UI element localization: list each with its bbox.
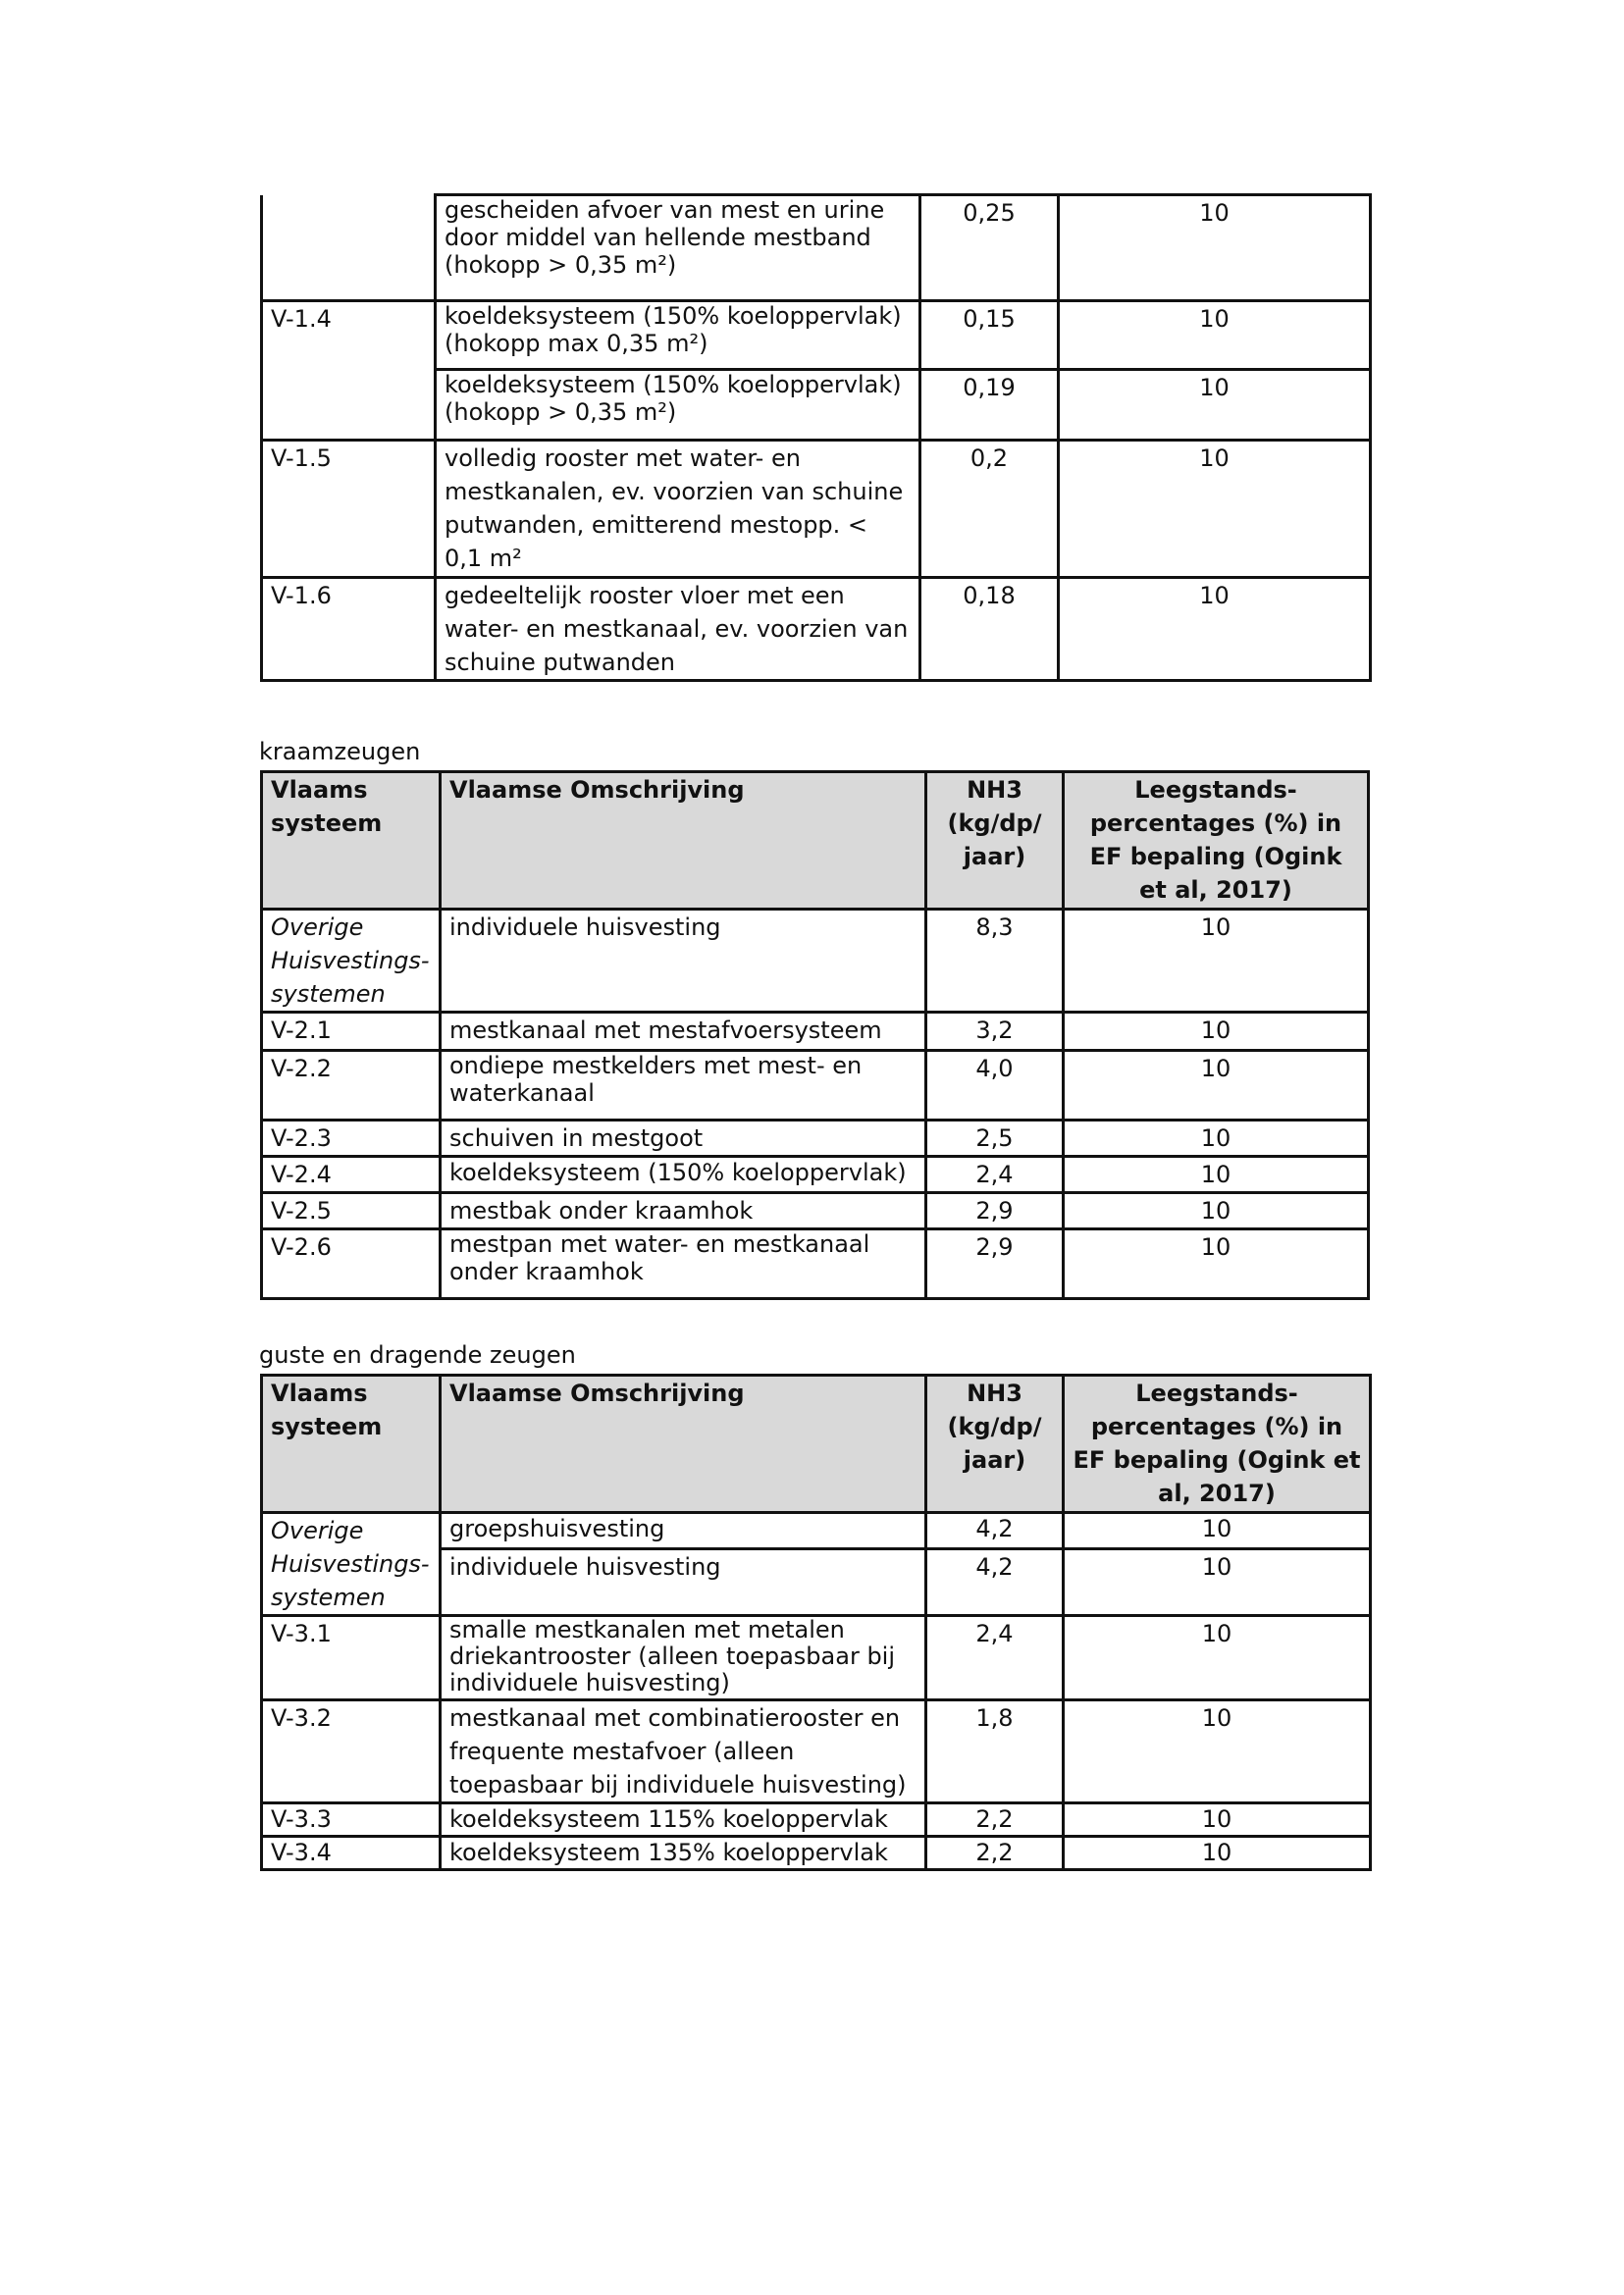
description-cell: individuele huisvesting [441, 910, 926, 1013]
description-cell: koeldeksysteem (150% koeloppervlak) (hokopp > 0,35 m²) [436, 370, 920, 441]
code-cell: V-2.1 [262, 1013, 441, 1051]
table-row [262, 195, 1371, 301]
header-description: Vlaamse Omschrijving [441, 1376, 926, 1513]
code-cell: V-3.2 [262, 1700, 441, 1803]
code-cell [262, 370, 436, 441]
table-row [262, 578, 1371, 681]
header-nh3: NH3 (kg/dp/ jaar) [926, 772, 1064, 910]
nh3-cell: 2,5 [926, 1121, 1064, 1157]
nh3-cell: 2,2 [926, 1803, 1064, 1837]
code-cell: Overige Huisvestings- systemen [262, 910, 441, 1013]
table-row [262, 1229, 1369, 1299]
description-cell: schuiven in mestgoot [441, 1121, 926, 1157]
header-nh3: NH3 (kg/dp/ jaar) [926, 1376, 1064, 1513]
table-row [262, 1051, 1369, 1121]
nh3-cell: 2,4 [926, 1616, 1064, 1700]
leegstand-cell: 10 [1064, 910, 1369, 1013]
nh3-cell: 4,0 [926, 1051, 1064, 1121]
table-row [262, 301, 1371, 370]
table-continued [260, 193, 1372, 682]
leegstand-cell: 10 [1064, 1548, 1371, 1615]
header-description: Vlaamse Omschrijving [441, 772, 926, 910]
header-code: Vlaams systeem [262, 1376, 441, 1513]
section-title-guste-dragende: guste en dragende zeugen [259, 1341, 576, 1369]
leegstand-cell: 10 [1059, 370, 1371, 441]
nh3-cell: 1,8 [926, 1700, 1064, 1803]
nh3-cell: 4,2 [926, 1548, 1064, 1615]
description-cell: volledig rooster met water- en mestkanalen, ev. voorzien van schuine putwanden, emitterend mestopp. < 0,1 m² [436, 441, 920, 578]
table-guste-dragende [260, 1374, 1372, 1871]
code-cell: V-2.5 [262, 1193, 441, 1229]
description-cell: groepshuisvesting [441, 1513, 926, 1549]
description-cell: smalle mestkanalen met metalen driekantrooster (alleen toepasbaar bij individuele huisvesting) [441, 1616, 926, 1700]
nh3-cell: 8,3 [926, 910, 1064, 1013]
table-row [262, 370, 1371, 441]
header-code: Vlaams systeem [262, 772, 441, 910]
code-cell: Overige Huisvestings- systemen [262, 1513, 441, 1616]
description-cell: koeldeksysteem (150% koeloppervlak) (hokopp max 0,35 m²) [436, 301, 920, 370]
table-row [262, 910, 1369, 1013]
code-cell: V-2.3 [262, 1121, 441, 1157]
table-kraamzeugen [260, 770, 1370, 1300]
description-cell: gescheiden afvoer van mest en urine door middel van hellende mestband (hokopp > 0,35 m²) [436, 195, 920, 301]
code-cell: V-1.4 [262, 301, 436, 370]
nh3-cell: 3,2 [926, 1013, 1064, 1051]
nh3-cell: 0,2 [920, 441, 1059, 578]
description-cell: individuele huisvesting [441, 1548, 926, 1615]
leegstand-cell: 10 [1064, 1616, 1371, 1700]
nh3-cell: 0,25 [920, 195, 1059, 301]
nh3-cell: 2,9 [926, 1229, 1064, 1299]
table-row [262, 1616, 1371, 1700]
description-cell: gedeeltelijk rooster vloer met een water- en mestkanaal, ev. voorzien van schuine putwanden [436, 578, 920, 681]
code-cell: V-1.6 [262, 578, 436, 681]
table-row [262, 1803, 1371, 1837]
leegstand-cell: 10 [1064, 1051, 1369, 1121]
leegstand-cell: 10 [1064, 1013, 1369, 1051]
code-cell: V-3.4 [262, 1837, 441, 1870]
description-cell: koeldeksysteem (150% koeloppervlak) [441, 1157, 926, 1193]
code-cell [262, 195, 436, 301]
leegstand-cell: 10 [1064, 1837, 1371, 1870]
code-cell: V-2.4 [262, 1157, 441, 1193]
leegstand-cell: 10 [1064, 1803, 1371, 1837]
header-leegstand: Leegstands- percentages (%) in EF bepaling (Ogink et al, 2017) [1064, 1376, 1371, 1513]
table-row [262, 1013, 1369, 1051]
table-header-row [262, 772, 1369, 910]
leegstand-cell: 10 [1059, 195, 1371, 301]
description-cell: mestbak onder kraamhok [441, 1193, 926, 1229]
table-row [262, 1193, 1369, 1229]
description-cell: mestkanaal met combinatierooster en frequente mestafvoer (alleen toepasbaar bij individuele huisvesting) [441, 1700, 926, 1803]
table-row [262, 1700, 1371, 1803]
nh3-cell: 0,19 [920, 370, 1059, 441]
header-leegstand: Leegstands- percentages (%) in EF bepaling (Ogink et al, 2017) [1064, 772, 1369, 910]
nh3-cell: 0,18 [920, 578, 1059, 681]
table-header-row [262, 1376, 1371, 1513]
table-row [262, 1513, 1371, 1549]
leegstand-cell: 10 [1059, 441, 1371, 578]
nh3-cell: 2,4 [926, 1157, 1064, 1193]
leegstand-cell: 10 [1064, 1157, 1369, 1193]
description-cell: koeldeksysteem 135% koeloppervlak [441, 1837, 926, 1870]
description-cell: mestkanaal met mestafvoersysteem [441, 1013, 926, 1051]
code-cell: V-2.2 [262, 1051, 441, 1121]
description-cell: ondiepe mestkelders met mest- en waterkanaal [441, 1051, 926, 1121]
table-row [262, 441, 1371, 578]
nh3-cell: 0,15 [920, 301, 1059, 370]
code-cell: V-2.6 [262, 1229, 441, 1299]
code-cell: V-1.5 [262, 441, 436, 578]
nh3-cell: 2,9 [926, 1193, 1064, 1229]
leegstand-cell: 10 [1064, 1121, 1369, 1157]
nh3-cell: 4,2 [926, 1513, 1064, 1549]
table-row [262, 1837, 1371, 1870]
nh3-cell: 2,2 [926, 1837, 1064, 1870]
leegstand-cell: 10 [1064, 1700, 1371, 1803]
description-cell: mestpan met water- en mestkanaal onder kraamhok [441, 1229, 926, 1299]
leegstand-cell: 10 [1059, 301, 1371, 370]
code-cell: V-3.3 [262, 1803, 441, 1837]
code-cell: V-3.1 [262, 1616, 441, 1700]
table-row [262, 1157, 1369, 1193]
table-row [262, 1121, 1369, 1157]
description-cell: koeldeksysteem 115% koeloppervlak [441, 1803, 926, 1837]
leegstand-cell: 10 [1064, 1193, 1369, 1229]
section-title-kraamzeugen: kraamzeugen [259, 738, 421, 765]
leegstand-cell: 10 [1059, 578, 1371, 681]
leegstand-cell: 10 [1064, 1229, 1369, 1299]
leegstand-cell: 10 [1064, 1513, 1371, 1549]
